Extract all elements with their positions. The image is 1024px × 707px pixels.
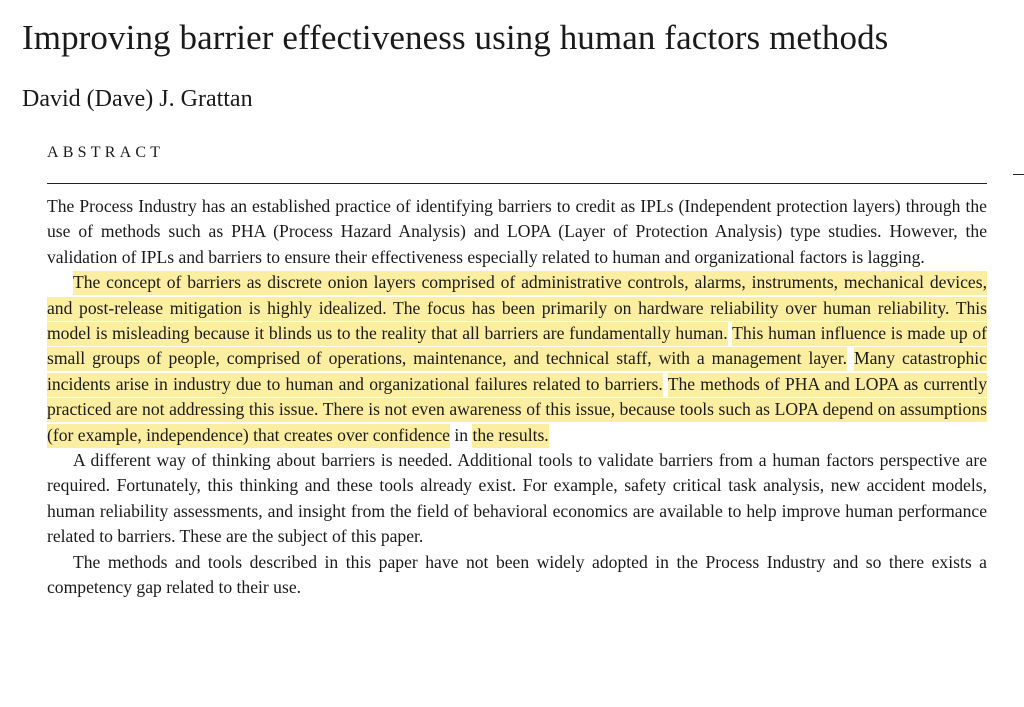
highlighted-text[interactable]: The concept of barriers as discrete onion layers comprised of administrative controls, alarms, instruments, mechanical devices, and post-release mitigation is highly idealized. The focus has been primarily on hardware reliability over human reliability. This model is misleading because it blinds us to the reality that all barriers are fundamentally human. bbox=[47, 271, 987, 346]
highlighted-text[interactable]: Many catastrophic incidents arise in industry due to human and organizational failures related to barriers. bbox=[47, 347, 987, 396]
highlighted-text[interactable]: the results. bbox=[472, 424, 548, 448]
unhighlighted-word: in bbox=[454, 424, 469, 445]
abstract-paragraph-3: A different way of thinking about barriers is needed. Additional tools to validate barriers from a human factors perspective are required. Fortunately, this thinking and these tools already exist. For example, safety critical task analysis, new accident models, human reliability assessments, and insight from the field of behavioral economics are available to help improve human performance related to barriers. These are the subject of this paper. bbox=[47, 450, 987, 547]
abstract-body bbox=[47, 194, 987, 601]
abstract-divider bbox=[47, 183, 987, 184]
abstract-heading: ABSTRACT bbox=[47, 144, 165, 161]
paper-title: Improving barrier effectiveness using human factors methods bbox=[22, 18, 889, 57]
highlighted-text[interactable]: The methods of PHA and LOPA as currently practiced are not addressing this issue. There is not even awareness of this issue, because tools such as LOPA depend on assumptions (for example, independence) that creates over confidence bbox=[47, 373, 987, 448]
highlighted-text[interactable]: This human influence is made up of small groups of people, comprised of operations, maintenance, and technical staff, with a management layer. bbox=[47, 322, 987, 371]
author-name: David (Dave) J. Grattan bbox=[22, 86, 253, 112]
abstract-paragraph-1: The Process Industry has an established practice of identifying barriers to credit as IPLs (Independent protection layers) through the use of methods such as PHA (Process Hazard Analysis) and LOPA (Layer of Protection Analysis) type studies. However, the validation of IPLs and barriers to ensure their effectiveness especially related to human and organizational factors is lagging. bbox=[47, 196, 987, 267]
margin-tick bbox=[1013, 174, 1024, 175]
abstract-paragraph-4: The methods and tools described in this paper have not been widely adopted in the Process Industry and so there exists a competency gap related to their use. bbox=[47, 551, 987, 598]
abstract-paragraph-2 bbox=[47, 270, 987, 448]
